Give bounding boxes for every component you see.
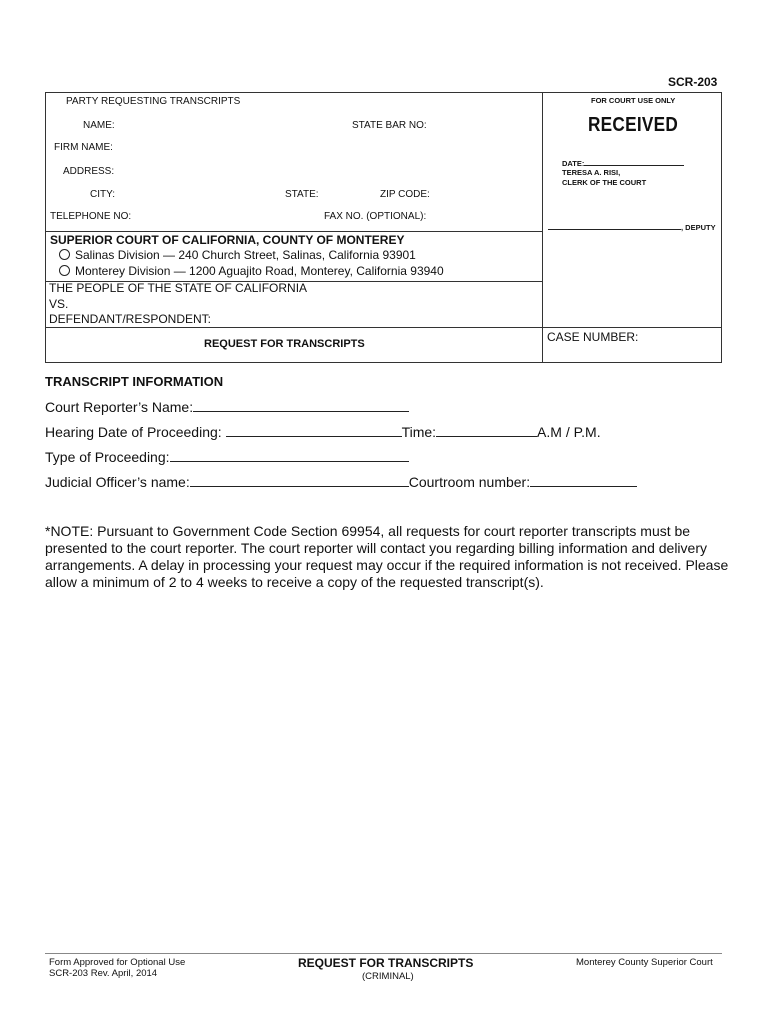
versus: VS. (49, 297, 69, 311)
footer-revision: SCR-203 Rev. April, 2014 (49, 968, 158, 979)
fax-label: FAX NO. (OPTIONAL): (324, 211, 427, 222)
defendant-label: DEFENDANT/RESPONDENT: (49, 312, 212, 326)
clerk-title: CLERK OF THE COURT (562, 178, 647, 187)
zip-code-label: ZIP CODE: (380, 189, 430, 200)
time-input[interactable] (436, 423, 537, 437)
footer-title: REQUEST FOR TRANSCRIPTS (298, 956, 474, 970)
received-stamp: RECEIVED (588, 114, 679, 136)
court-reporter-row (45, 398, 409, 415)
clerk-name: TERESA A. RISI, (562, 168, 621, 177)
court-use-divider (542, 92, 543, 363)
courtroom-label: Courtroom number: (408, 474, 531, 490)
caption-title-divider (45, 327, 722, 328)
court-use-header: FOR COURT USE ONLY (591, 96, 676, 105)
state-bar-label: STATE BAR NO: (352, 120, 427, 131)
hearing-date-input[interactable] (226, 423, 402, 437)
firm-name-label: FIRM NAME: (54, 142, 113, 153)
footer-approved: Form Approved for Optional Use (49, 957, 186, 968)
court-name: SUPERIOR COURT OF CALIFORNIA, COUNTY OF MONTEREY (50, 233, 405, 247)
transcript-heading: TRANSCRIPT INFORMATION (45, 374, 224, 389)
monterey-division-label: Monterey Division — 1200 Aguajito Road, Monterey, California 93940 (75, 264, 444, 278)
time-label: Time: (401, 424, 437, 440)
deputy-signature-line (548, 222, 681, 230)
note-line-1: *NOTE: Pursuant to Government Code Section 69954, all requests for court reporter transcripts must be (45, 523, 691, 539)
footer-subtitle: (CRIMINAL) (362, 971, 414, 982)
note-line-3: arrangements. A delay in processing your request may occur if the required information is not received. Please (45, 557, 729, 573)
salinas-radio[interactable] (59, 249, 70, 260)
party-section-title: PARTY REQUESTING TRANSCRIPTS (66, 96, 241, 107)
salinas-division-label: Salinas Division — 240 Church Street, Salinas, California 93901 (75, 248, 416, 262)
hearing-date-label: Hearing Date of Proceeding: (45, 424, 226, 440)
note-line-2: presented to the court reporter. The court reporter will contact you regarding billing information and delivery (45, 540, 707, 556)
form-id: SCR-203 (668, 75, 718, 89)
state-label: STATE: (285, 189, 319, 200)
judicial-officer-label: Judicial Officer’s name: (45, 474, 190, 490)
footer-rule (45, 953, 722, 954)
date-label (562, 158, 684, 168)
proceeding-type-label: Type of Proceeding: (45, 449, 170, 465)
proceeding-type-input[interactable] (170, 448, 409, 462)
address-label: ADDRESS: (63, 166, 115, 177)
case-number-label: CASE NUMBER: (547, 330, 639, 344)
party-court-divider (45, 231, 542, 232)
proceeding-type-row (45, 448, 409, 465)
deputy-line (548, 222, 716, 232)
am-pm-label: A.M / P.M. (537, 424, 601, 440)
judicial-officer-input[interactable] (190, 473, 409, 487)
salinas-division-option[interactable] (59, 248, 416, 262)
plaintiff: THE PEOPLE OF THE STATE OF CALIFORNIA (49, 281, 308, 295)
note-line-4: allow a minimum of 2 to 4 weeks to receive a copy of the requested transcript(s). (45, 574, 544, 590)
date-label-text: DATE: (562, 159, 585, 168)
date-line (584, 158, 684, 166)
court-reporter-label: Court Reporter’s Name: (45, 399, 194, 415)
form-title: REQUEST FOR TRANSCRIPTS (204, 338, 365, 350)
monterey-radio[interactable] (59, 265, 70, 276)
name-label: NAME: (83, 120, 115, 131)
footer-court: Monterey County Superior Court (576, 957, 713, 968)
court-reporter-input[interactable] (193, 398, 409, 412)
city-label: CITY: (90, 189, 116, 200)
monterey-division-option[interactable] (59, 264, 444, 278)
courtroom-input[interactable] (530, 473, 637, 487)
judicial-officer-row (45, 473, 637, 490)
telephone-label: TELEPHONE NO: (50, 211, 132, 222)
hearing-date-row (45, 423, 601, 440)
deputy-label: , DEPUTY (681, 223, 716, 232)
